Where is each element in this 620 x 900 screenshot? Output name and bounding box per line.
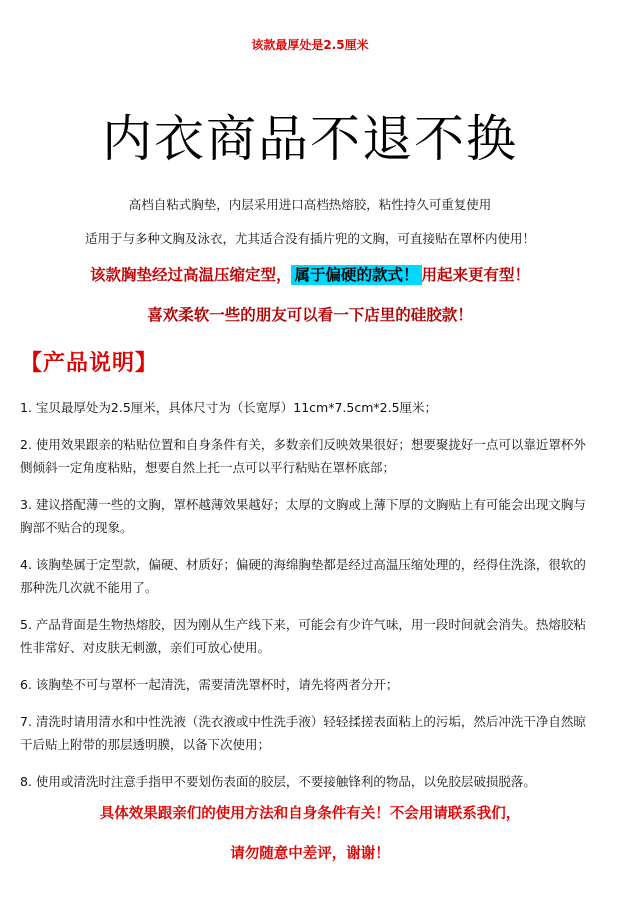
product-description-list xyxy=(20,396,596,807)
highlight-before: 该款胸垫经过高温压缩定型， xyxy=(89,266,292,284)
thickness-notice: 该款最厚处是2.5厘米 xyxy=(251,38,369,52)
list-item: 2. 使用效果跟亲的粘贴位置和自身条件有关，多数亲们反映效果很好；想要聚拢好一点可以靠近罩杯外侧倾斜一定角度粘贴，想要自然上托一点可以平行粘贴在罩杯底部； xyxy=(20,437,586,475)
intro-line-1: 高档自粘式胸垫，内层采用进口高档热熔胶，粘性持久可重复使用 xyxy=(128,197,492,212)
page-title: 内衣商品不退不换 xyxy=(102,110,518,168)
intro-line-2: 适用于与多种文胸及泳衣，尤其适合没有插片兜的文胸，可直接贴在罩杯内使用！ xyxy=(84,231,535,246)
highlight-line-2: 喜欢柔软一些的朋友可以看一下店里的硅胶款！ xyxy=(147,306,473,324)
footer-line-1: 具体效果跟亲们的使用方法和自身条件有关！不会用请联系我们， xyxy=(99,806,521,822)
list-item: 8. 使用或清洗时注意手指甲不要划伤表面的胶层，不要接触锋利的物品，以免胶层破损脱落。 xyxy=(20,774,536,789)
list-item: 7. 清洗时请用清水和中性洗液（洗衣液或中性洗手液）轻轻揉搓表面粘上的污垢，然后冲洗干净自然晾干后贴上附带的那层透明膜，以备下次使用； xyxy=(20,714,586,752)
list-item: 1. 宝贝最厚处为2.5厘米，具体尺寸为（长宽厚）11cm*7.5cm*2.5厘米； xyxy=(20,400,438,415)
highlight-after: 用起来更有型！ xyxy=(421,266,531,284)
list-item: 6. 该胸垫不可与罩杯一起清洗，需要清洗罩杯时，请先将两者分开； xyxy=(20,677,399,692)
list-item: 3. 建议搭配薄一些的文胸，罩杯越薄效果越好；太厚的文胸或上薄下厚的文胸贴上有可能会出现文胸与胸部不贴合的现象。 xyxy=(20,497,586,535)
list-item: 5. 产品背面是生物热熔胶，因为刚从生产线下来，可能会有少许气味，用一段时间就会消失。热熔胶粘性非常好、对皮肤无刺激，亲们可放心使用。 xyxy=(20,617,586,655)
section-heading: 【产品说明】 xyxy=(20,351,159,376)
highlight-line-1 xyxy=(0,263,620,285)
highlight-marked-text: 属于偏硬的款式！ xyxy=(291,265,421,285)
footer-line-2: 请勿随意中差评，谢谢！ xyxy=(230,846,390,862)
list-item: 4. 该胸垫属于定型款，偏硬、材质好；偏硬的海绵胸垫都是经过高温压缩处理的，经得住洗涤，很软的那种洗几次就不能用了。 xyxy=(20,557,586,595)
